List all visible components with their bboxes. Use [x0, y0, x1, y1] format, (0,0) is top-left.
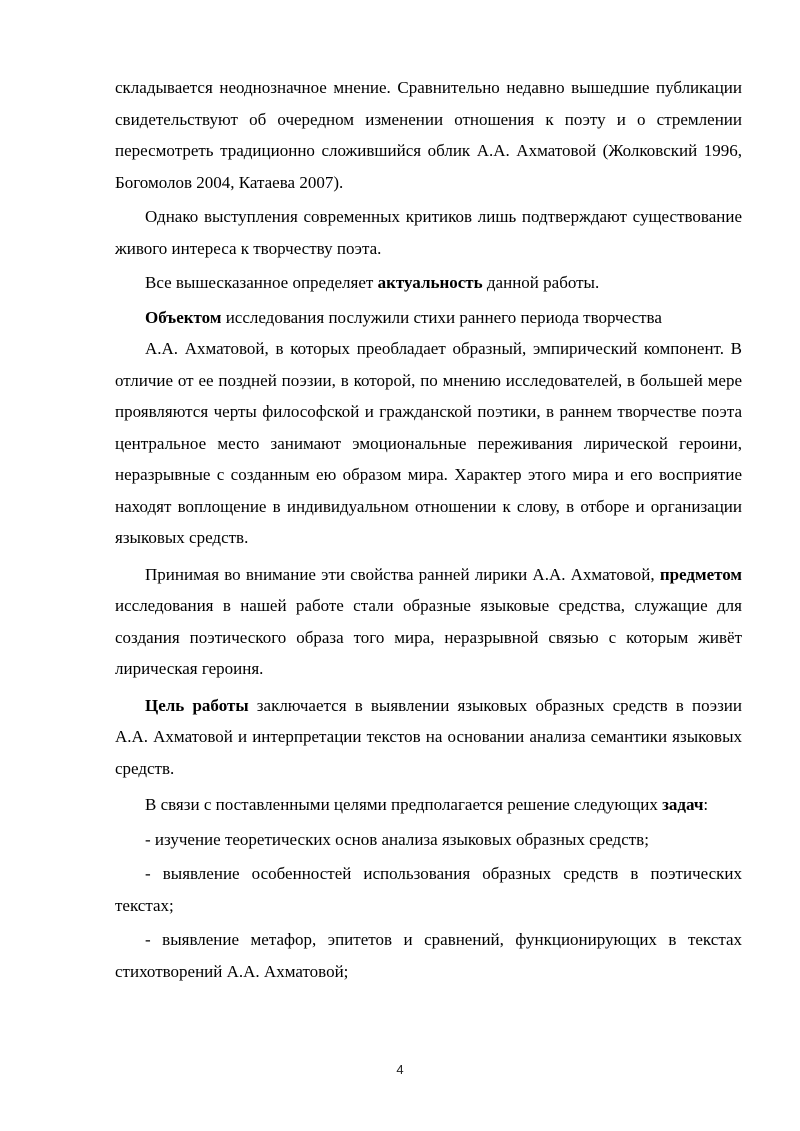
relevance-text-end: данной работы. — [482, 273, 600, 292]
tasks-term: задач — [662, 795, 704, 814]
subject-text-end: исследования в нашей работе стали образные языковые средства, служащие для создания поэтического образа того мира, неразрывной связью с которым живёт лирическая героиня. — [115, 596, 742, 678]
task-item: - выявление метафор, эпитетов и сравнений, функционирующих в текстах стихотворений А.А. Ахматовой; — [115, 930, 742, 981]
paragraph-object-details: А.А. Ахматовой, в которых преобладает образный, эмпирический компонент. В отличие от ее поздней поэзии, в которой, по мнению исследователей, в большей мере проявляются черты философской и гражданской поэтики, в раннем творчестве поэта центральное место занимают эмоциональные переживания лирической героини, неразрывные с созданным ею образом мира. Характер этого мира и его восприятие находят воплощение в индивидуальном отношении к слову, в отборе и организации языковых средств. — [115, 339, 742, 547]
tasks-intro-text: В связи с поставленными целями предполагается решение следующих — [145, 795, 663, 814]
paragraph-relevance — [115, 267, 742, 299]
object-term: Объектом — [145, 307, 222, 327]
subject-text: Принимая во внимание эти свойства ранней лирики А.А. Ахматовой, — [145, 564, 660, 584]
document-page — [115, 72, 742, 987]
paragraph-opinion: складывается неоднозначное мнение. Сравнительно недавно вышедшие публикации свидетельствуют об очередном изменении отношения к поэту и о стремлении пересмотреть традиционно сложившийся облик А.А. Ахматовой (Жолковский 1996, Богомолов 2004, Катаева 2007). — [115, 78, 742, 192]
relevance-term: актуальность — [377, 273, 483, 292]
tasks-intro-colon: : — [703, 795, 709, 814]
task-item: - изучение теоретических основ анализа языковых образных средств; — [145, 829, 649, 849]
object-text: исследования послужили стихи раннего периода творчества — [221, 307, 662, 327]
goal-text: заключается в выявлении языковых образных средств в поэзии А.А. Ахматовой и интерпретации текстов на основании анализа семантики языковых средств. — [115, 695, 743, 778]
page-number: 4 — [396, 1062, 404, 1077]
relevance-text: Все вышесказанное определяет — [145, 273, 378, 292]
paragraph-critics: Однако выступления современных критиков лишь подтверждают существование живого интереса к творчеству поэта. — [115, 207, 742, 258]
paragraph-goal — [115, 690, 742, 785]
task-item: - выявление особенностей использования образных средств в поэтических текстах; — [115, 864, 742, 915]
subject-term: предметом — [659, 564, 742, 584]
paragraph-tasks-intro — [115, 789, 742, 821]
paragraph-subject — [115, 559, 742, 685]
paragraph-object — [115, 302, 742, 334]
goal-term: Цель работы — [145, 695, 249, 715]
